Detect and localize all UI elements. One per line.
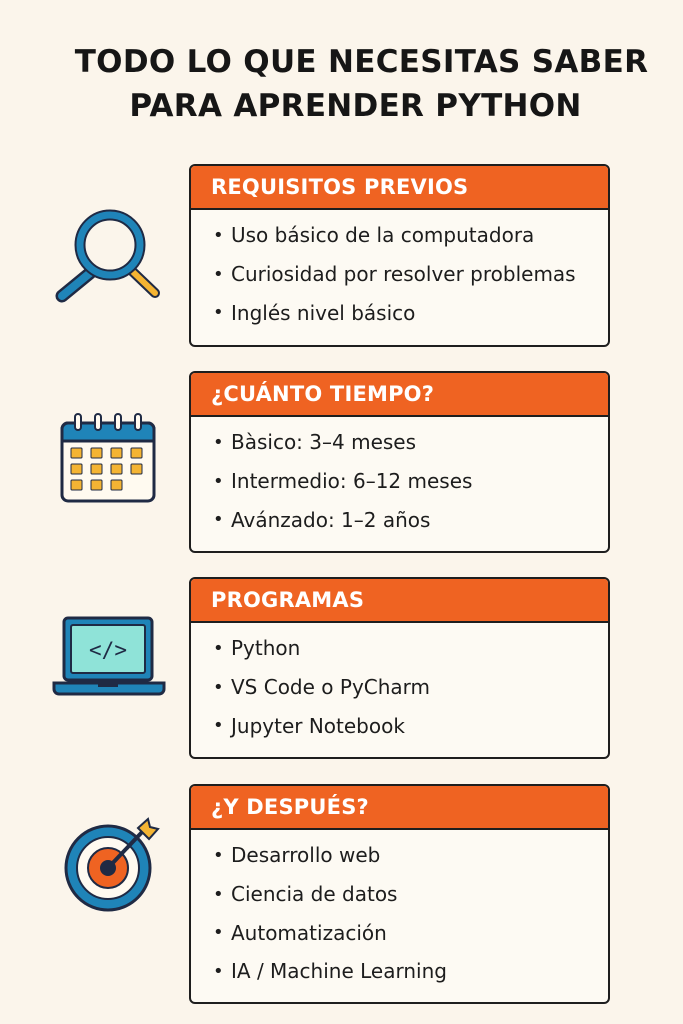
list-item: • Avánzado: 1–2 años (213, 507, 431, 532)
list-item: • Uso básico de la computadora (213, 223, 535, 248)
card-despues (189, 784, 610, 1004)
svg-text:</>: </> (89, 638, 127, 662)
card-heading: REQUISITOS PREVIOS (211, 175, 469, 199)
target-arrow-icon (52, 816, 166, 916)
card-header (191, 166, 608, 210)
card-heading: ¿CUÁNTO TIEMPO? (211, 382, 435, 406)
card-heading: ¿Y DESPUÉS? (211, 795, 369, 819)
list-item: • Automatización (213, 920, 387, 945)
page-title-line-2: PARA APRENDER PYTHON (129, 88, 582, 124)
card-programas (189, 577, 610, 759)
list-item: • Ciencia de datos (213, 882, 398, 907)
calendar-icon (52, 411, 166, 506)
list-item: • Inglés nivel básico (213, 300, 416, 325)
list-item: • Intermedio: 6–12 meses (213, 469, 473, 494)
card-header (191, 373, 608, 417)
list-item: • Desarrollo web (213, 843, 381, 868)
list-item: • Bàsico: 3–4 meses (213, 430, 417, 455)
card-header (191, 579, 608, 623)
card-requisitos (189, 164, 610, 347)
list-item: • VS Code o PyCharm (213, 675, 431, 700)
card-tiempo (189, 371, 610, 553)
page-title-line-1: TODO LO QUE NECESITAS SABER (74, 44, 649, 80)
laptop-code-icon (52, 615, 166, 700)
list-item: • Jupyter Notebook (213, 713, 405, 738)
list-item: • Python (213, 636, 301, 661)
card-heading: PROGRAMAS (211, 588, 365, 612)
page-title (0, 40, 683, 128)
list-item: • IA / Machine Learning (213, 959, 447, 984)
card-header (191, 786, 608, 830)
magnifying-glass-icon (52, 205, 166, 305)
list-item: • Curiosidad por resolver problemas (213, 262, 576, 287)
